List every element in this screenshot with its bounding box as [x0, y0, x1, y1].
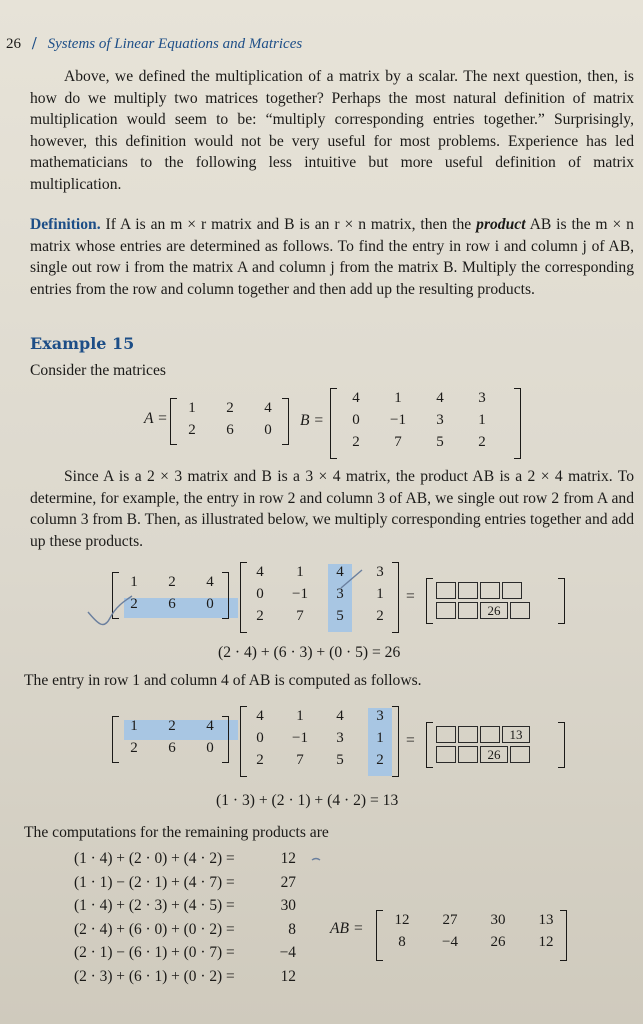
- illus-matrix-a-entry: 2: [168, 574, 176, 590]
- illus-matrix-b-entry: 4: [256, 564, 264, 580]
- illus-matrix-a-entry: 2: [130, 596, 138, 612]
- illus-matrix-a-entry: 1: [130, 574, 138, 590]
- formula-row2-col3: (2 · 4) + (6 · 3) + (0 · 5) = 26: [218, 644, 401, 661]
- illus-matrix-b-entry: 3: [376, 564, 384, 580]
- illus-matrix-b-entry: 1: [376, 730, 384, 746]
- illus-matrix-a-entry: 6: [168, 740, 176, 756]
- remaining-products-text: The computations for the remaining products are: [24, 824, 329, 841]
- illus-matrix-b-entry: 2: [376, 608, 384, 624]
- definition-label: Definition.: [30, 216, 101, 233]
- calculation-row: (1 · 4) + (2 · 3) + (4 · 5) =: [74, 897, 235, 914]
- pen-slash-mark: [341, 570, 362, 588]
- calculation-value: −4: [279, 944, 296, 961]
- calculation-row: (2 · 1) − (6 · 1) + (0 · 7) =: [74, 944, 235, 961]
- matrix-b-entry: 3: [436, 412, 444, 428]
- calculation-value: 30: [280, 897, 296, 914]
- matrix-ab-entry: 27: [442, 912, 458, 928]
- definition-text-b: AB is the m × n matrix whose entries are determined as follows. To find the entry in row i and column j of AB, single out row i from the matrix A and column j from the matrix B. Multiply the corresponding entries from the row and column together and then add up the resulting products.: [30, 216, 634, 298]
- illus-matrix-a-entry: 4: [206, 574, 214, 590]
- illus-matrix-a-entry: 2: [168, 718, 176, 734]
- matrix-ab-entry: 13: [538, 912, 554, 928]
- illus-matrix-b-entry: 0: [256, 730, 264, 746]
- calculation-value: 12: [280, 850, 296, 867]
- definition-term: product: [476, 216, 526, 233]
- matrix-ab-entry: 12: [538, 934, 554, 950]
- example-title: Example 15: [30, 334, 135, 353]
- matrix-b-label: B =: [300, 412, 324, 429]
- illus-matrix-a-entry: 0: [206, 596, 214, 612]
- matrix-a-entry: 2: [226, 400, 234, 416]
- illus-matrix-a-entry: 4: [206, 718, 214, 734]
- matrix-a-entry: 1: [188, 400, 196, 416]
- illus-matrix-b-entry: 5: [336, 752, 344, 768]
- illus-matrix-b-entry: 2: [256, 608, 264, 624]
- matrix-ab-entry: 12: [394, 912, 410, 928]
- matrix-b-entry: 2: [352, 434, 360, 450]
- illus-equals: =: [406, 732, 415, 749]
- illus-matrix-b-entry: 5: [336, 608, 344, 624]
- matrix-b-entry: −1: [390, 412, 406, 428]
- matrix-b-entry: 4: [436, 390, 444, 406]
- since-paragraph: Since A is a 2 × 3 matrix and B is a 3 × 4 matrix, the product AB is a 2 × 4 matrix. To determine, for example, the entry in row 2 and column 3 of AB, we single out row 2 from A and column 3 from B. Then, as illustrated below, we multiply corresponding entries together and add up these products.: [30, 468, 634, 550]
- illus-matrix-a-entry: 2: [130, 740, 138, 756]
- illus-matrix-b-entry: 7: [296, 608, 304, 624]
- illus-matrix-a-entry: 0: [206, 740, 214, 756]
- calculation-row: (2 · 3) + (6 · 1) + (0 · 2) =: [74, 967, 235, 985]
- pen-check-mark: [88, 596, 132, 625]
- matrix-b-entry: 1: [478, 412, 486, 428]
- formula-row1-col4: (1 · 3) + (2 · 1) + (4 · 2) = 13: [216, 792, 399, 809]
- illus-matrix-b-entry: 4: [336, 708, 344, 724]
- illus-matrix-b-entry: 2: [376, 752, 384, 768]
- calculation-row: (2 · 4) + (6 · 0) + (0 · 2) =: [74, 920, 235, 938]
- pen-tilde-mark: [312, 859, 320, 861]
- matrix-a-entry: 0: [264, 422, 272, 438]
- matrix-ab-entry: 30: [490, 912, 506, 928]
- matrix-a-entry: 4: [264, 400, 272, 416]
- calculation-row: (1 · 4) + (2 · 0) + (4 · 2) =: [74, 850, 235, 867]
- illus-matrix-b-entry: 1: [376, 586, 384, 602]
- illus-matrix-a-entry: 6: [168, 596, 176, 612]
- matrix-b-entry: 7: [394, 434, 402, 450]
- result-entry-box: 26: [480, 746, 508, 763]
- intro-paragraph: Above, we defined the multiplication of a matrix by a scalar. The next question, then, is how do we multiply two matrices together? Perhaps the most natural definition of matrix multiplication would seem to be: “multiply corresponding entries together.” Surprisingly, however, this definition would not be very useful for most problems. Experience has led mathematicians to the following less intuitive but more useful definition of matrix multiplication.: [30, 68, 634, 193]
- result-entry-box: 26: [480, 602, 508, 619]
- illus-matrix-b-entry: 3: [336, 586, 344, 602]
- matrix-b-entry: 5: [436, 434, 444, 450]
- illus-matrix-b-entry: 3: [336, 730, 344, 746]
- illus-matrix-b-entry: 4: [336, 564, 344, 580]
- illus-matrix-b-entry: 2: [256, 752, 264, 768]
- matrix-b-entry: 3: [478, 390, 486, 406]
- chapter-title: Systems of Linear Equations and Matrices: [47, 36, 303, 52]
- illus-matrix-a-entry: 1: [130, 718, 138, 734]
- definition-text-a: If A is an m × r matrix and B is an r × n matrix, then the: [100, 216, 477, 233]
- matrix-a-label: A =: [144, 410, 168, 427]
- illus-matrix-b-entry: 7: [296, 752, 304, 768]
- page-number: 26: [6, 36, 21, 52]
- consider-text: Consider the matrices: [30, 362, 166, 379]
- matrix-ab-entry: −4: [442, 934, 458, 950]
- result-entry-box: 13: [502, 726, 530, 743]
- calculation-row: (1 · 1) − (2 · 1) + (4 · 7) =: [74, 873, 235, 891]
- header-separator: /: [31, 34, 37, 52]
- illus-matrix-b-entry: 1: [296, 708, 304, 724]
- calculation-value: 12: [280, 967, 296, 985]
- illus-matrix-b-entry: −1: [292, 730, 308, 746]
- matrix-b-entry: 1: [394, 390, 402, 406]
- illus-matrix-b-entry: 4: [256, 708, 264, 724]
- matrix-b-entry: 0: [352, 412, 360, 428]
- matrix-ab-entry: 26: [490, 934, 506, 950]
- calculation-value: 8: [288, 920, 296, 938]
- illus-equals: =: [406, 588, 415, 605]
- calculation-value: 27: [280, 873, 296, 891]
- ab-label: AB =: [330, 920, 364, 937]
- matrix-a-entry: 6: [226, 422, 234, 438]
- matrix-a-entry: 2: [188, 422, 196, 438]
- entry-row1-col4-text: The entry in row 1 and column 4 of AB is computed as follows.: [24, 672, 422, 689]
- illus-matrix-b-entry: −1: [292, 586, 308, 602]
- matrix-ab-entry: 8: [398, 934, 406, 950]
- illus-matrix-b-entry: 1: [296, 564, 304, 580]
- matrix-b-entry: 4: [352, 390, 360, 406]
- illus-matrix-b-entry: 0: [256, 586, 264, 602]
- matrix-b-entry: 2: [478, 434, 486, 450]
- illus-matrix-b-entry: 3: [376, 708, 384, 724]
